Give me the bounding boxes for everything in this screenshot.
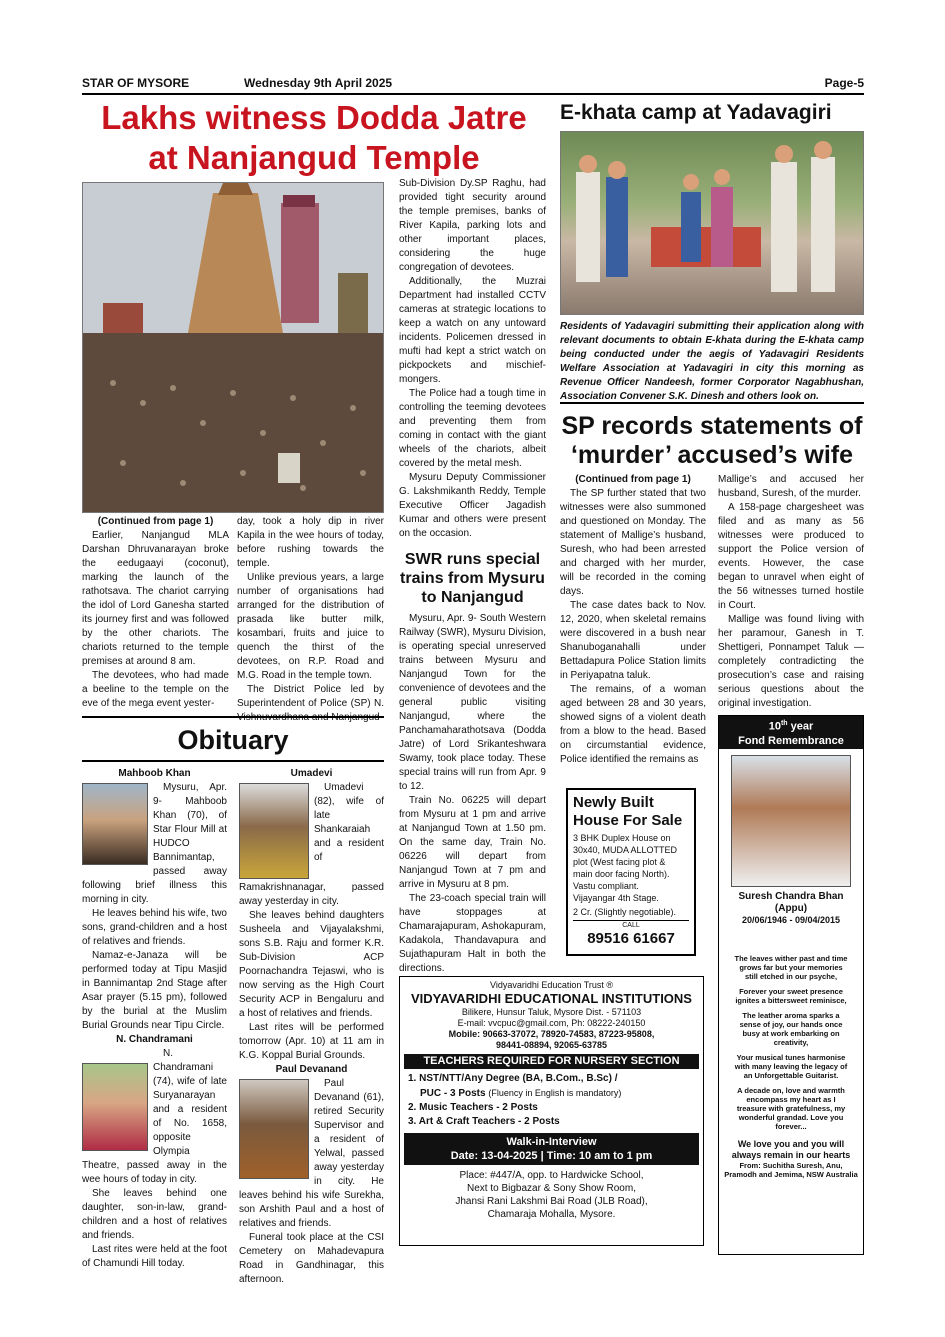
masthead: [82, 76, 864, 92]
walkin-banner: Walk-in-Interview Date: 13-04-2025 | Time: 10 am to 1 pm: [404, 1133, 699, 1165]
house-phone: 89516 61667: [587, 930, 675, 947]
obituary-rule-top: [82, 716, 384, 718]
masthead-rule: [82, 93, 864, 95]
ekhata-rule: [560, 402, 864, 404]
remembrance-poem: The leaves wither past and time grows far but your memories still etched in our psyche, Forever your sweet presence ignites a bittersweet reminisce, The leather aroma sparks a sense of joy, our hands once busy at work embarking on creativity, Your musical tunes harmonise with many leaving the legacy of an Unforgettable Guitarist. A decade on, love and warmth encompass my heart as I treasure with gratefulness, my wonderful grandad. Love you forever...: [734, 953, 848, 1131]
sp-headline: SP records statements of ‘murder’ accused’s wife: [561, 412, 863, 469]
obit-col1: Mahboob Khan Mysuru, Apr. 9- Mahboob Khan (70), of Star Flour Mill at HUDCO Bannimantap, passed away following brief illness this morning in city. He leaves behind his wife, two sons, grand-children and a host of relatives and friends. Namaz-e-Janaza will be performed today at Tipu Masjid in Bannimantap 2nd Stage after Asar prayer (5.15 pm), followed by the burial at the Muslim Burial Grounds near Tipu Circle. N. Chandramani N. Chandramani (74), wife of late Suryanarayan and a resident of No. 1658, opposite Olympia Theatre, passed away in the wee hours of today in city. She leaves behind one daughter, son-in-law, grand-children and a host of relatives and friends. Last rites were held at the foot of Chamundi Hill today.: [82, 768, 227, 1269]
portrait-chandramani: [82, 1063, 148, 1151]
house-for-sale-ad: Newly Built House For Sale 3 BHK Duplex House on 30x40, MUDA ALLOTTED plot (West facing plot & main door facing North). Vastu compliant. Vijayangar 4th Stage. 2 Cr. (Slightly negotiable). CALL 89516 61667: [566, 788, 696, 956]
swr-headline: SWR runs special trains from Mysuru to Nanjangud: [400, 551, 545, 606]
obituary-rule-bottom: [82, 760, 384, 762]
portrait-mahboob: [82, 783, 148, 865]
ekhata-photo: [560, 131, 864, 315]
obituary-title: Obituary: [177, 725, 289, 755]
main-story-col2: day, took a holy dip in river Kapila in the wee hours of today, before rushing towards the temple. Unlike previous years, a large number of organisations had arranged for the distribution of prasada like butter milk, kosambari, fruits and juice to quench the thirst of the devotees, on R.P. Road and M.G. Road in the temple town. The District Police led by Superintendent of Police (SP) N.: [237, 516, 384, 709]
ekhata-headline: E-khata camp at Yadavagiri: [560, 101, 832, 124]
sp-story-col1: (Continued from page 1) The SP further stated that two witnesses were also summoned and questioned on Monday. The statement of Mallige’s husband, Suresh, who had been arrested and charged with her murder, will be recorded in the coming days. The case dates back to Nov. 12, 2020, when skeletal remains were discovered in a bush near Shanuboganahalli under Bettadapura Police Station limits in Periyapatna taluk. The remains, of a woman aged between 28 and 30 years, showed signs of a violent death from a blow to the head. Based on circumstantial evidence, Police identified the remains as: [560, 474, 706, 765]
swr-story: Mysuru, Apr. 9- South Western Railway (SWR), Mysuru Division, is operating special unreserved trains between Mysuru and Nanjangud Town for the convenience of devotees and the general public visiting Nanjangud, where the Panchamaharathotsava (Dodda Jatre) of Lord Srikanteshwara Swamy, took place today. These special trains will run from Apr. 9 to 12. Train No. 06225 will depart from Mysuru at 1 pm and arrive at Nanjangud Town at 1.50 pm. On the same day, Train No. 06226 will depart from Nanjangud Town at 7 pm and arrive in Mysuru at 8 pm. The 23-coach special train will have stoppages at Chamarajapuram, Ashokapuram, Kadakola, Thandavapura and Sujathapuram Halt in both the directions.: [399, 613, 546, 974]
portrait-umadevi: [239, 783, 309, 879]
school-ad: Vidyavaridhi Education Trust ® VIDYAVARIDHI EDUCATIONAL INSTITUTIONS Bilikere, Hunsur Taluk, Mysore Dist. - 571103 E-mail: vvcpuc@gmail.com, Ph: 08222-240150 Mobile: 90663-37072, 78920-74583, 87223-95808, 98441-08894, 92065-63785 TEACHERS REQUIRED FOR NURSERY SECTION 1. NST/NTT/Any Degree (BA, B.Com., B.Sc) / PUC - 3 Posts (Fluency in English is mandatory) 2. Music Teachers - 2 Posts 3. Art & Craft Teachers - 2 Posts Walk-in-Interview Date: 13-04-2025 | Time: 10 am to 1 pm Place: #447/A, opp. to Hardwicke School, Next to Bigbazar & Sony Show Room, Jhansi Rani Lakshmi Bai Road (JLB Road), Chamaraja Mohalla, Mysore.: [399, 976, 704, 1246]
portrait-paul: [239, 1079, 309, 1179]
main-story-col3: Sub-Division Dy.SP Raghu, had provided tight security around the temple premises, banks of River Kapila, parking lots and other important places, considering the huge congregation of devotees. Additionally, the Muzrai Department had installed CCTV cameras at strategic locations to keep a watch on any untoward incidents. Policemen dressed in mufti had kept a strict watch on pickpockets and mischief-mongers. The Police had a tough time in controlling the teeming devotees and preventing them from coming in contact with the giant wheels of the chariots, albeit covered by the metal mesh. Mysuru Deputy Commissioner G. Lakshmikanth Reddy, Temple Executive Officer Jagadish Kumar and others were present on the occasion.: [399, 178, 546, 539]
paper-name: STAR OF MYSORE: [82, 76, 190, 90]
obit-col2: Umadevi Umadevi (82), wife of late Shankaraiah and a resident of Ramakrishnanagar, passed away yesterday in city. She leaves behind daughters Susheela and Vijayalakshmi, sons S.B. Raju and former K.R. Sub-Division ACP Poornachandra Tejaswi, who is now serving as the High Court Security ACP in Bengaluru and a host of relatives and friends. Last rites will be performed tomorrow (Apr. 10) at 11 am in K.G. Koppal Burial Grounds. Paul Devanand Paul Devanand (61), retired Security Supervisor and a resident of Yelwal, passed away yesterday in city. He leaves behind his wife Surekha, son Arshith Paul and a host of relatives and friends. Funeral took place at the CSI Cemetery on Mahadevapura Road in Gandhinagar, this afternoon.: [239, 768, 384, 1285]
obit-name-umadevi: Umadevi: [290, 768, 333, 779]
sp-story-col2: Mallige’s and accused her husband, Suresh, of the murder. A 158-page chargesheet was filed and as many as 56 witnesses were produced to support the Police version of events. However, the case began to unravel when eight of the 56 witnesses turned hostile in Court. Mallige was found living with her paramour, Ganesh in T. Shettigeri, Ponnampet Taluk — completely contradicting the prosecution’s case and raising serious questions about the original investigation.: [718, 474, 864, 709]
issue-date: Wednesday 9th April 2025: [244, 76, 393, 90]
remembrance-header: 10th year Fond Remembrance: [719, 716, 863, 749]
page-number: Page-5: [824, 76, 864, 90]
portrait-suresh: [731, 755, 851, 887]
remembrance-ad: 10th year Fond Remembrance Suresh Chandra Bhan (Appu) 20/06/1946 - 09/04/2015 The leaves wither past and time grows far but your memories still etched in our psyche, Forever your sweet presence ignites a bittersweet reminisce, The leather aroma sparks a sense of joy, our hands once busy at work embarking on creativity, Your musical tunes harmonise with many leaving the legacy of an Unforgettable Guitarist. A decade on, love and warmth encompass my heart as I treasure with gratefulness, my wonderful grandad. Love you forever... We love you and you will always remain in our hearts From: Suchitha Suresh, Anu, Pramodh and Jemima, NSW Australia: [718, 715, 864, 1255]
obit-name-mahboob: Mahboob Khan: [118, 768, 191, 779]
obit-name-paul: Paul Devanand: [275, 1064, 348, 1075]
teachers-banner: TEACHERS REQUIRED FOR NURSERY SECTION: [404, 1054, 699, 1069]
call-label: CALL: [573, 920, 689, 930]
main-headline: Lakhs witness Dodda Jatre at Nanjangud Temple: [101, 99, 527, 176]
ekhata-caption: Residents of Yadavagiri submitting their application along with relevant documents to obtain E-khata during the E-khata camp being conducted under the aegis of Yadavagiri Residents Welfare Association at Yadavagiri in city this morning as Revenue Officer Nandeesh, former Corporator Nagabhushan, Association Convener S.K. Dinesh and others look on.: [560, 321, 864, 402]
main-story-col1: (Continued from page 1) Earlier, Nanjangud MLA Darshan Dhruvanarayan broke the eedugaayi (coconut), marking the launch of the rathotsava. The chariot carrying the idol of Lord Ganesha started its journey first and was followed by the other chariots. The chariots returned to the temple premises at around 8 am. The devotees, who had made a beeline to the temple on the eve of the mega event yester-: [82, 516, 229, 709]
temple-photo: [82, 182, 384, 513]
obit-name-chandramani: N. Chandramani: [116, 1034, 193, 1045]
